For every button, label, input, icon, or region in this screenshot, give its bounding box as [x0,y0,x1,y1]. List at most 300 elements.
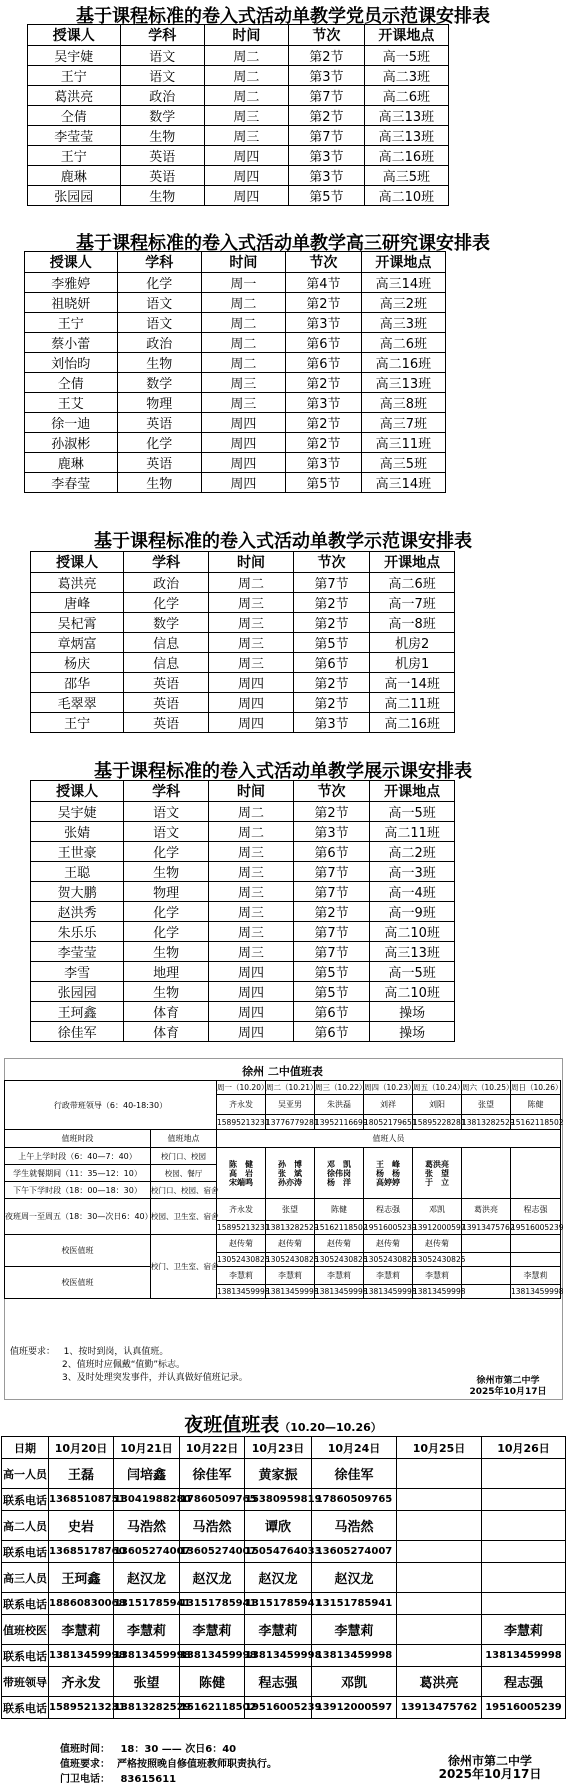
table-row [25,453,446,473]
place-label: 值班地点 [151,1130,217,1148]
table-cell: 高一7班 [370,593,455,613]
phone-number: 15162118502 [180,1697,245,1719]
slot-place: 校门口、校园 [151,1148,217,1165]
table-cell: 周三 [201,393,285,413]
staff-name: 陈 健 [229,1159,253,1169]
phone-number: 13813459998 [114,1645,180,1667]
table-cell: 信息 [124,633,209,653]
staff-row [2,1511,566,1541]
row-label: 联系电话 [2,1489,49,1511]
table-cell: 第2节 [285,373,361,393]
table-cell: 王宁 [31,713,124,733]
leader-name: 吴亚男 [266,1095,315,1115]
staff-group [315,1148,364,1199]
column-header: 节次 [288,25,364,46]
table-cell: 周四 [209,673,294,693]
table-cell: 葛洪亮 [28,86,121,106]
column-header: 节次 [285,252,361,273]
table-cell: 高三2班 [361,293,445,313]
table-cell: 唐峰 [31,593,124,613]
phone-number: 19516005239 [245,1697,312,1719]
slot-time: 上午上学时段（6：40—7：40） [5,1148,151,1165]
night-notes [60,1742,420,1787]
table-cell: 鹿琳 [28,166,121,186]
table-cell: 化学 [124,902,209,922]
table-cell: 数学 [124,613,209,633]
table-cell: 第2节 [285,413,361,433]
table-cell: 周四 [204,166,288,186]
staff-name: 赵汉龙 [114,1563,180,1593]
table-cell: 第2节 [293,613,369,633]
column-header: 节次 [293,781,369,802]
table-cell: 第2节 [293,693,369,713]
phone-number: 17860509765 [312,1489,397,1511]
table-cell: 第2节 [285,293,361,313]
guard-place: 校门、卫生室、宿舍 [151,1235,217,1299]
table-cell: 高二6班 [361,333,445,353]
phone-row [2,1697,566,1719]
staff-name: 赵汉龙 [245,1563,312,1593]
demo-lesson-table [30,551,455,733]
doctor-phone: 13052430825 [364,1253,413,1267]
table-cell: 周三 [209,633,294,653]
table-cell: 周四 [201,473,285,493]
doctor-phone: 13052430825 [315,1253,364,1267]
table-cell: 周三 [209,862,294,882]
table-cell: 第5节 [293,633,369,653]
staff-name: 陈健 [180,1667,245,1697]
leader-name: 齐永发 [217,1095,266,1115]
table-cell: 周四 [209,962,294,982]
column-header: 授课人 [31,781,124,802]
table-cell: 第3节 [288,66,364,86]
table-row [31,942,455,962]
staff-name [397,1563,482,1593]
table-cell: 高二3班 [364,66,448,86]
table-cell: 吴宇婕 [28,46,121,66]
table-cell: 数学 [117,373,201,393]
slot-place: 校园、餐厅 [151,1165,217,1182]
table-row [31,982,455,1002]
day-header: 周四（10.23） [364,1081,413,1095]
table-cell: 周二 [204,46,288,66]
staff-name: 高 岩 [229,1168,253,1178]
leader-phone: 18052179651 [364,1115,413,1130]
doctor-phone [511,1253,561,1267]
row-label: 联系电话 [2,1541,49,1563]
staff-name: 杨 杨 [376,1168,400,1178]
notes-label: 值班要求： [10,1347,56,1357]
table-cell: 刘怡昀 [25,353,118,373]
table-cell: 机房1 [370,653,455,673]
table-cell: 体育 [124,1022,209,1042]
table-row [31,713,455,733]
phone-number: 13813459998 [482,1645,566,1667]
staff-name: 史岩 [49,1511,114,1541]
staff-group [364,1148,413,1199]
table-cell: 第2节 [288,46,364,66]
phone-number: 17860509765 [180,1489,245,1511]
staff-name [482,1563,566,1593]
table-cell: 第5节 [288,186,364,206]
night-note-req-label: 值班要求： [60,1759,110,1770]
table1-title: 基于课程标准的卷入式活动单教学党员示范课安排表 [76,6,490,27]
phone-row [2,1489,566,1511]
table-cell: 朱乐乐 [31,922,124,942]
phone-number: 13605274007 [180,1541,245,1563]
staff-row [2,1563,566,1593]
table-cell: 周二 [209,802,294,822]
table-cell: 王世豪 [31,842,124,862]
phone-number [397,1645,482,1667]
phone-number: 13813459998 [312,1645,397,1667]
leader-name: 刘阳 [413,1095,462,1115]
doctor-phone: 13813459998 [217,1285,266,1299]
staff-name: 葛洪亮 [425,1159,449,1169]
table-cell: 王宁 [28,146,121,166]
staff-name [482,1511,566,1541]
header-row [28,25,449,46]
table-row [31,962,455,982]
staff-group-empty [462,1148,511,1199]
table-cell: 物理 [117,393,201,413]
table-cell: 第4节 [285,273,361,293]
table-cell: 操场 [370,1022,455,1042]
leader-name: 张望 [462,1095,511,1115]
staff-name: 李慧莉 [245,1615,312,1645]
staff-name: 王磊 [49,1459,114,1489]
phone-number: 18860830068 [49,1593,114,1615]
table-cell: 英语 [117,413,201,433]
table-row [31,593,455,613]
table-cell: 周二 [209,822,294,842]
table-cell: 王宁 [25,313,118,333]
table-cell: 第6节 [293,1022,369,1042]
table-cell: 祖晓妍 [25,293,118,313]
night-duty-table [1,1436,566,1719]
doctor-name: 赵传菊 [413,1235,462,1253]
table-row [25,313,446,333]
table4-title: 基于课程标准的卷入式活动单教学展示课安排表 [94,761,472,782]
table-row [31,922,455,942]
day-header: 周三（10.22） [315,1081,364,1095]
night-leader-phone: 15162118502 [315,1221,364,1235]
table-cell: 第5节 [293,962,369,982]
table-cell: 高三5班 [361,453,445,473]
date-header: 10月22日 [180,1437,245,1459]
staff-name: 徐佳军 [312,1459,397,1489]
table-cell: 吴杞霄 [31,613,124,633]
staff-name: 张 望 [425,1168,449,1178]
doctor-phone [462,1285,511,1299]
night-leader-phone: 19516005239 [511,1221,561,1235]
staff-name: 高婷婷 [376,1177,400,1187]
slot-time: 下午下学时段（18：00—18：30） [5,1182,151,1199]
night-note-time: 18：30 —— 次日6：40 [120,1744,237,1755]
night-leader-phone: 15895213231 [217,1221,266,1235]
table-cell: 体育 [124,1002,209,1022]
doctor-name: 赵传菊 [315,1235,364,1253]
table-cell: 第2节 [293,802,369,822]
staff-name: 徐伟岗 [327,1168,351,1178]
night-signature [420,1755,560,1781]
table-cell: 第2节 [293,902,369,922]
table-cell: 张婧 [31,822,124,842]
table-cell: 高三14班 [361,473,445,493]
table-row [31,882,455,902]
table-cell: 张园园 [28,186,121,206]
table-cell: 高二6班 [370,573,455,593]
table-cell: 地理 [124,962,209,982]
table-cell: 李莹莹 [31,942,124,962]
staff-name: 李慧莉 [114,1615,180,1645]
day-header: 周一（10.20） [217,1081,266,1095]
table-row [25,333,446,353]
staff-name [482,1459,566,1489]
table-cell: 鹿琳 [25,453,118,473]
table-row [28,166,449,186]
row-label: 联系电话 [2,1593,49,1615]
phone-number [482,1541,566,1563]
date-header: 10月21日 [114,1437,180,1459]
staff-name: 张望 [114,1667,180,1697]
header-row [31,552,455,573]
staff-name: 孙亦涛 [278,1177,302,1187]
table-cell: 第2节 [293,673,369,693]
table-cell: 第6节 [285,333,361,353]
phone-number: 13685108751 [49,1489,114,1511]
day-header: 周六（10.25） [462,1081,511,1095]
row-label: 联系电话 [2,1645,49,1667]
table-cell: 英语 [120,166,204,186]
party-demo-lesson-table [27,24,449,206]
table-cell: 王珂鑫 [31,1002,124,1022]
table-cell: 化学 [117,433,201,453]
table-row [31,693,455,713]
phone-number: 13813282529 [114,1697,180,1719]
table-row [25,393,446,413]
table-cell: 周二 [204,66,288,86]
staff-name: 邓凯 [312,1667,397,1697]
table-cell: 周四 [209,713,294,733]
table-row [31,802,455,822]
table-cell: 化学 [117,273,201,293]
column-header: 开课地点 [370,781,455,802]
table-row [25,353,446,373]
table-cell: 周四 [209,1002,294,1022]
table-cell: 李雅婷 [25,273,118,293]
table-cell: 周三 [204,126,288,146]
staff-name: 徐佳军 [180,1459,245,1489]
table-cell: 第7节 [293,573,369,593]
note-line: 3、及时处理突发事件，并认真做好值班记录。 [62,1373,248,1383]
staff-name: 葛洪亮 [397,1667,482,1697]
table-cell: 高一8班 [370,613,455,633]
night-leader-phone: 13813282529 [266,1221,315,1235]
staff-name: 赵汉龙 [312,1563,397,1593]
table-cell: 第3节 [285,393,361,413]
staff-name: 齐永发 [49,1667,114,1697]
table-cell: 生物 [120,126,204,146]
date-header: 10月20日 [49,1437,114,1459]
table-cell: 第6节 [293,842,369,862]
doctor-phone: 13813459998 [413,1285,462,1299]
leader-phone: 15895228281 [413,1115,462,1130]
phone-number [482,1593,566,1615]
table-row [25,413,446,433]
table-cell: 章炳富 [31,633,124,653]
night-subtitle: （10.20—10.26） [279,1421,382,1434]
column-header: 开课地点 [364,25,448,46]
doctor-name: 李慧莉 [511,1267,561,1285]
table-row [31,573,455,593]
time-label: 值班时段 [5,1130,151,1148]
table-cell: 第2节 [285,433,361,453]
phone-number [397,1593,482,1615]
doctor-phone: 13052430825 [217,1253,266,1267]
table-cell: 周四 [204,186,288,206]
date-header: 10月26日 [482,1437,566,1459]
doctor-phone: 13052430825 [413,1253,462,1267]
table-cell: 政治 [120,86,204,106]
row-label: 高三人员 [2,1563,49,1593]
table-cell: 政治 [117,333,201,353]
staff-name: 于 立 [425,1177,449,1187]
doctor-name [462,1267,511,1285]
table-cell: 高二16班 [364,146,448,166]
phone-number: 15380959819 [245,1489,312,1511]
table-row [25,473,446,493]
doctor-name: 李慧莉 [315,1267,364,1285]
table-cell: 王艾 [25,393,118,413]
table-row [31,653,455,673]
staff-name: 谭欣 [245,1511,312,1541]
column-header: 开课地点 [370,552,455,573]
table-cell: 生物 [124,942,209,962]
phone-number [397,1489,482,1511]
night-leader-name: 程志强 [511,1199,561,1221]
guard-label: 校医值班 [5,1235,151,1267]
doctor-name: 李慧莉 [364,1267,413,1285]
night-note-phone: 83615611 [120,1774,177,1785]
column-header: 节次 [293,552,369,573]
table3-title: 基于课程标准的卷入式活动单教学示范课安排表 [94,531,472,552]
table-cell: 英语 [117,453,201,473]
table-cell: 生物 [124,982,209,1002]
phone-number: 13151785941 [114,1593,180,1615]
table-cell: 徐一迪 [25,413,118,433]
table-cell: 第7节 [293,862,369,882]
column-header: 授课人 [25,252,118,273]
table-cell: 第3节 [293,713,369,733]
column-header: 时间 [204,25,288,46]
table-cell: 语文 [117,313,201,333]
column-header: 授课人 [28,25,121,46]
table-cell: 第2节 [288,106,364,126]
phone-row [2,1593,566,1615]
table-cell: 第3节 [285,453,361,473]
table-cell: 语文 [120,66,204,86]
night-note-time-label: 值班时间： [60,1744,110,1755]
doctor-name: 李慧莉 [217,1267,266,1285]
night-note-phone-label: 门卫电话： [60,1774,110,1785]
staff-name: 马浩然 [312,1511,397,1541]
night-leader-name: 邓凯 [413,1199,462,1221]
date-row [2,1437,566,1459]
table-cell: 赵洪秀 [31,902,124,922]
staff-name: 李慧莉 [180,1615,245,1645]
table-cell: 仝倩 [25,373,118,393]
table-cell: 高三13班 [364,106,448,126]
table-cell: 周二 [204,86,288,106]
table-cell: 高二16班 [361,353,445,373]
table-cell: 第2节 [293,593,369,613]
table-cell: 周一 [201,273,285,293]
duty-signature [458,1376,558,1398]
table-cell: 高一14班 [370,673,455,693]
night-title: 夜班值班表 [184,1414,280,1436]
phone-number: 13605274007 [312,1541,397,1563]
table-cell: 毛翠翠 [31,693,124,713]
phone-number: 13605274007 [114,1541,180,1563]
table-cell: 孙淑彬 [25,433,118,453]
table-row [28,146,449,166]
table-cell: 第7节 [288,126,364,146]
phone-number: 13151785941 [180,1593,245,1615]
staff-name: 王珂鑫 [49,1563,114,1593]
night-sign-school: 徐州市第二中学 [447,1754,532,1768]
note-line: 1、按时到岗，认真值班。 [63,1347,169,1357]
table-cell: 高二11班 [370,822,455,842]
guard2-label: 校医值班 [5,1267,151,1299]
table-cell: 英语 [124,713,209,733]
table-cell: 仝倩 [28,106,121,126]
slot-time: 学生就餐期间（11：35—12：10） [5,1165,151,1182]
column-header: 时间 [209,552,294,573]
duty-sign-school: 徐州市第二中学 [476,1376,540,1386]
table-cell: 语文 [120,46,204,66]
table-cell: 英语 [120,146,204,166]
phone-number: 13813459998 [180,1645,245,1667]
doctor-name: 李慧莉 [413,1267,462,1285]
night-sign-date: 2025年10月17日 [438,1767,542,1781]
doctor-phone: 13052430825 [266,1253,315,1267]
showcase-lesson-table [30,780,455,1042]
table-cell: 高一9班 [370,902,455,922]
table-cell: 李雪 [31,962,124,982]
table-cell: 生物 [124,862,209,882]
phone-number: 13912000597 [312,1697,397,1719]
header-row [31,781,455,802]
doctor-name: 赵传菊 [364,1235,413,1253]
staff-name: 程志强 [245,1667,312,1697]
table-row [25,373,446,393]
table-cell: 高三13班 [364,126,448,146]
column-header: 学科 [120,25,204,46]
night-leader-name: 齐永发 [217,1199,266,1221]
column-header: 时间 [201,252,285,273]
table-cell: 第6节 [293,653,369,673]
table-cell: 周二 [201,333,285,353]
doctor-phone: 13813459998 [364,1285,413,1299]
doctor-phone [462,1253,511,1267]
staff-name: 马浩然 [180,1511,245,1541]
table-row [25,273,446,293]
table-cell: 吴宇婕 [31,802,124,822]
table-cell: 周二 [209,573,294,593]
leader-phone: 13813282529 [462,1115,511,1130]
table-cell: 高二6班 [364,86,448,106]
